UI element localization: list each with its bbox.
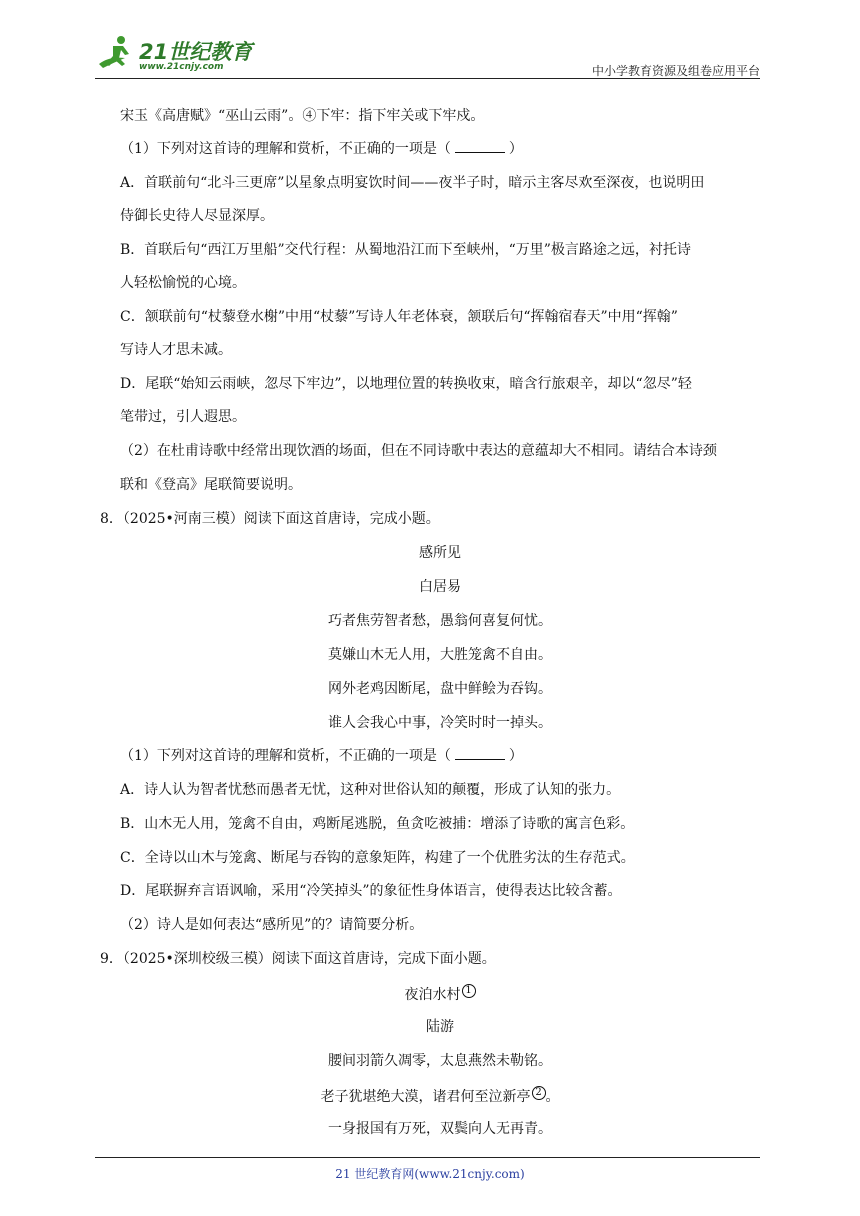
q8-option-c: C．全诗以山木与笼禽、断尾与吞钩的意象矩阵，构建了一个优胜劣汰的生存范式。	[120, 850, 635, 866]
q9-poem-line-3: 一身报国有万死，双鬓向人无再青。	[328, 1121, 552, 1137]
q7-note-line: 宋玉《高唐赋》“巫山云雨”。④下牢：指下牢关或下牢戍。	[120, 108, 485, 124]
q8-poem-title: 感所见	[419, 545, 461, 561]
q8-poem-line-3: 网外老鸡因断尾，盘中鲜鲙为吞钩。	[328, 681, 552, 697]
logo-text: 21世纪教育	[139, 40, 253, 64]
platform-name: 中小学教育资源及组卷应用平台	[591, 64, 760, 78]
q8-option-a: A．诗人认为智者忧愁而愚者无忧，这种对世俗认知的颠覆，形成了认知的张力。	[120, 782, 621, 798]
q8-poem-line-1: 巧者焦劳智者愁，愚翁何喜复何忧。	[328, 613, 552, 629]
q7-option-a-line2: 侍御长史待人尽显深厚。	[120, 208, 274, 224]
q7-option-d-line2: 笔带过，引人遐思。	[120, 409, 246, 425]
runner-logo-icon	[95, 34, 137, 74]
answer-blank[interactable]	[455, 747, 505, 760]
q9-poem-line-2	[0, 1086, 860, 1106]
q9-line2-end: 。	[545, 1089, 560, 1105]
q7-option-a-line1: A．首联前句“北斗三更席”以星象点明宴饮时间——夜半子时，暗示主客尽欢至深夜，也说明田	[120, 175, 705, 191]
q8-sub1-text: （1）下列对这首诗的理解和赏析，不正确的一项是（	[120, 748, 451, 764]
q7-option-b-line2: 人轻松愉悦的心境。	[120, 275, 246, 291]
q7-sub1-end: ）	[508, 141, 523, 157]
footnote-marker[interactable]: 2	[532, 1086, 546, 1100]
q8-sub1	[120, 747, 523, 765]
q8-sub1-end: ）	[508, 748, 523, 764]
q8-option-d: D．尾联摒弃言语讽喻，采用“冷笑掉头”的象征性身体语言，使得表达比较含蓄。	[120, 883, 622, 899]
q7-option-b-line1: B．首联后句“西江万里船”交代行程：从蜀地沿江而下至峡州，“万里”极言路途之远，衬托诗	[120, 242, 691, 258]
page-header	[95, 30, 760, 80]
q9-title-text: 夜泊水村	[404, 987, 461, 1003]
q7-option-c-line1: C．颔联前句“杖藜登水榭”中用“杖藜”写诗人年老体衰，颔联后句“挥翰宿春天”中用“挥翰”	[120, 309, 678, 325]
q9-stem: 9．（2025•深圳校级三模）阅读下面这首唐诗，完成下面小题。	[100, 951, 496, 967]
q9-poem-author: 陆游	[426, 1019, 454, 1035]
q7-sub1	[120, 140, 523, 158]
q8-poem-line-4: 谁人会我心中事，冷笑时时一掉头。	[328, 715, 552, 731]
answer-blank[interactable]	[455, 140, 505, 153]
footer-divider	[95, 1157, 760, 1158]
q7-sub2-line1: （2）在杜甫诗歌中经常出现饮酒的场面，但在不同诗歌中表达的意蕴却大不相同。请结合本诗颈	[120, 443, 717, 459]
q9-poem-title	[0, 984, 860, 1004]
site-logo[interactable]	[95, 30, 265, 76]
footer-link[interactable]: 21 世纪教育网(www.21cnjy.com)	[335, 1167, 525, 1181]
q8-stem: 8．（2025•河南三模）阅读下面这首唐诗，完成小题。	[100, 511, 440, 527]
q9-line2-text: 老子犹堪绝大漠，诸君何至泣新亭	[320, 1089, 531, 1105]
header-divider	[95, 78, 760, 79]
q9-poem-line-1: 腰间羽箭久凋零，太息燕然未勒铭。	[328, 1053, 552, 1069]
q7-option-c-line2: 写诗人才思未减。	[120, 342, 232, 358]
logo-url: www.21cnjy.com	[139, 62, 224, 72]
q8-poem-line-2: 莫嫌山木无人用，大胜笼禽不自由。	[328, 647, 552, 663]
q7-sub1-text: （1）下列对这首诗的理解和赏析，不正确的一项是（	[120, 141, 451, 157]
footnote-marker[interactable]: 1	[462, 984, 476, 998]
q7-option-d-line1: D．尾联“始知云雨峡，忽尽下牢边”，以地理位置的转换收束，暗含行旅艰辛，却以“忽尽”轻	[120, 376, 692, 392]
q8-sub2: （2）诗人是如何表达“感所见”的？请简要分析。	[120, 917, 424, 933]
q7-sub2-line2: 联和《登高》尾联简要说明。	[120, 477, 302, 493]
q8-poem-author: 白居易	[419, 579, 461, 595]
q8-option-b: B．山木无人用，笼禽不自由，鸡断尾逃脱，鱼贪吃被捕：增添了诗歌的寓言色彩。	[120, 816, 635, 832]
